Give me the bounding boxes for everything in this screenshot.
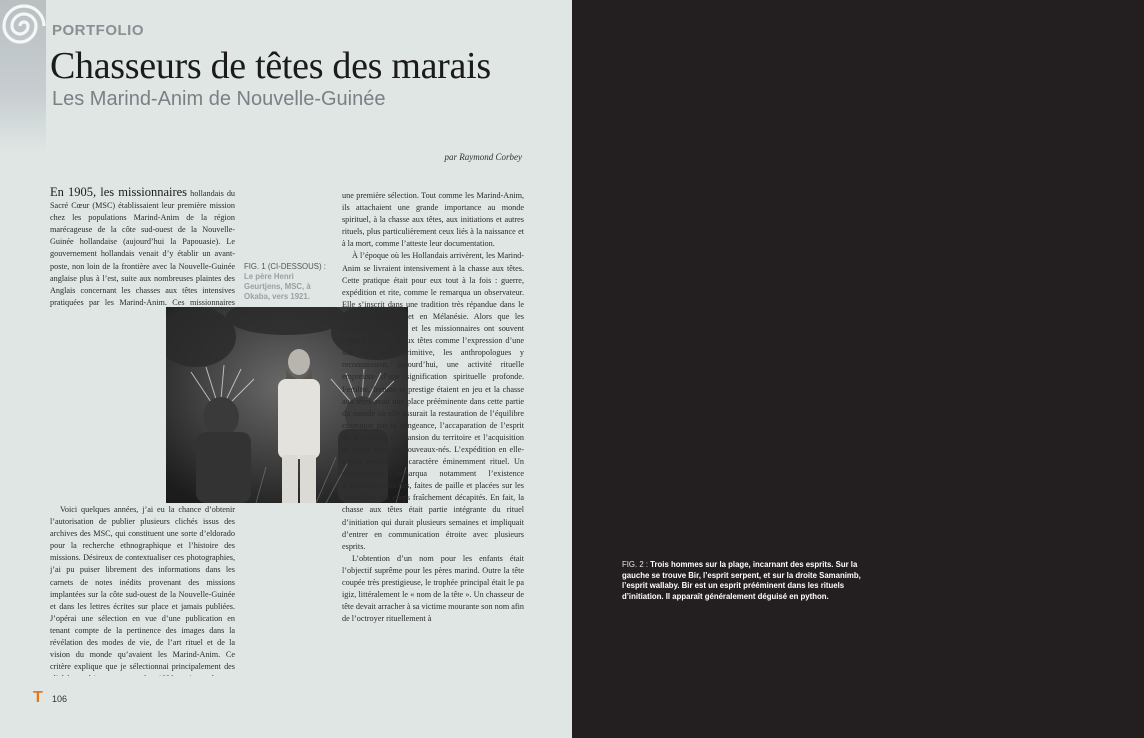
- article-column-1-bottom: [50, 504, 235, 676]
- spiral-icon: [0, 0, 48, 50]
- figure-1-caption-text: Le père Henri Geurtjens, MSC, à Okaba, vers 1921.: [244, 272, 311, 301]
- paragraph: une première sélection. Tout comme les Marind-Anim, ils attachaient une grande importance au monde spirituel, à la chasse aux têtes, aux initiations et autres rituels, plus particulièrement ceux liés à la naissance et à la mort, comme l’atteste leur documentation.: [342, 191, 524, 249]
- section-label: PORTFOLIO: [52, 22, 144, 39]
- paragraph: Voici quelques années, j’ai eu la chance d’obtenir l’autorisation de publier plusieurs clichés issus des archives des MSC, qui constituent une sorte d’eldorado pour la recherche ethnographique et l’histoire des missions. Désireux de contextualiser ces photographies, j’ai pu puiser librement des informations dans les carnets de notes inédits provenant des missions implantées sur la côte sud-ouest de la Nouvelle-Guinée et dans les lettres écrites sur place et jamais publiées. J’opérai une sélection en vue d’une publication en tenant compte de la pertinence des images dans la révélation des modes de vie, de l’art rituel et de la vision du monde qu’avaient les Marind-Anim. Ce critère explique que je sélectionnai principalement des: [50, 505, 235, 672]
- paragraph: À l’époque où les Hollandais arrivèrent, les Marind-Anim se livraient intensivement à la chasse aux têtes. Cette pratique était pour eux tout à la fois : guerre, expédition et rite, comme le remarqua un observateur. Elle s’inscrit dans une tradition très répandue dans le Sud-Est asiatique et en Mélanésie. Alors que les autorités coloniales et les missionnaires ont souvent regardé la chasse aux têtes comme l’expression d’une soif de sang primitive, les anthropologues y reconnaissent, aujourd’hui, une activité rituelle empreinte d’une signification spirituelle profonde. Fertilité, fortune et prestige étaient en jeu et la chasse aux têtes avait une place prééminente dans cette partie du monde où elle assurait la restauration de l’équilibre cosmique par la vengeance, l’accaparation de l’esprit de la victime, l’expansion du territoire et l’acquisition de noms pour les nouveaux-nés. L’expédition en elle-même revêtait un caractère éminemment rituel. Un missionnaire remarqua notamment l’existence d’amulettes rituelles, faites de paille et placées sur les dépouilles des corps fraîchement décapités. En fait, la chasse aux têtes était partie intégrante du rituel d’initiation qui durait plusieurs semaines et impliquait d’entrer en communication étroite avec plusieurs esprits.: [342, 251, 524, 551]
- article-subtitle: Les Marind-Anim de Nouvelle-Guinée: [52, 88, 386, 110]
- figure-2-label: FIG. 2 :: [622, 560, 648, 569]
- figure-2-caption-text: Trois hommes sur la plage, incarnant des esprits. Sur la gauche se trouve Bir, l’esprit serpent, et sur la droite Samanimb, l’esprit wallaby. Bir est un esprit prééminent dans les rituels d’initiation. Il apparaît généralement déguisé en python.: [622, 560, 861, 601]
- figure-1-label: FIG. 1 (CI-DESSOUS) :: [244, 262, 326, 271]
- figure-1-caption: [244, 262, 334, 302]
- page-number: 106: [52, 694, 68, 704]
- paragraph: hollandais du Sacré Cœur (MSC) établissaient leur première mission chez les populations Marind-Anim de la région marécageuse de la côte sud-ouest de la Nouvelle-Guinée hollandaise (aujourd’hui la Papouasie). Le gouvernement hollandais venait d’y établir un avant-poste, non loin de la frontière avec la Nouvelle-Guinée anglaise plus à l’est, suite aux nombreuses plaintes des Anglais concernant les chasses aux têtes intensives pratiquées par les Marind-Anim. Ces missionnaires: [50, 189, 235, 307]
- byline: par Raymond Corbey: [444, 152, 522, 162]
- figure-2-caption: [622, 560, 882, 602]
- article-column-2: [342, 190, 524, 670]
- magazine-logo-icon: T: [33, 689, 43, 706]
- right-page: [572, 0, 1144, 738]
- paragraph: L’obtention d’un nom pour les enfants était l’objectif suprême pour les pères marind. Outre la tête coupée très prestigieuse, le trophée principal était le pa igiz, littéralement le « nom de la tête ». Un chasseur de tête devait arracher à sa victime mourante son nom afin de l’octroyer rituellement à: [342, 553, 524, 624]
- article-column-1-top: [50, 186, 235, 311]
- article-title: Chasseurs de têtes des marais: [50, 45, 491, 87]
- lead-in: En 1905, les missionnaires: [50, 186, 188, 199]
